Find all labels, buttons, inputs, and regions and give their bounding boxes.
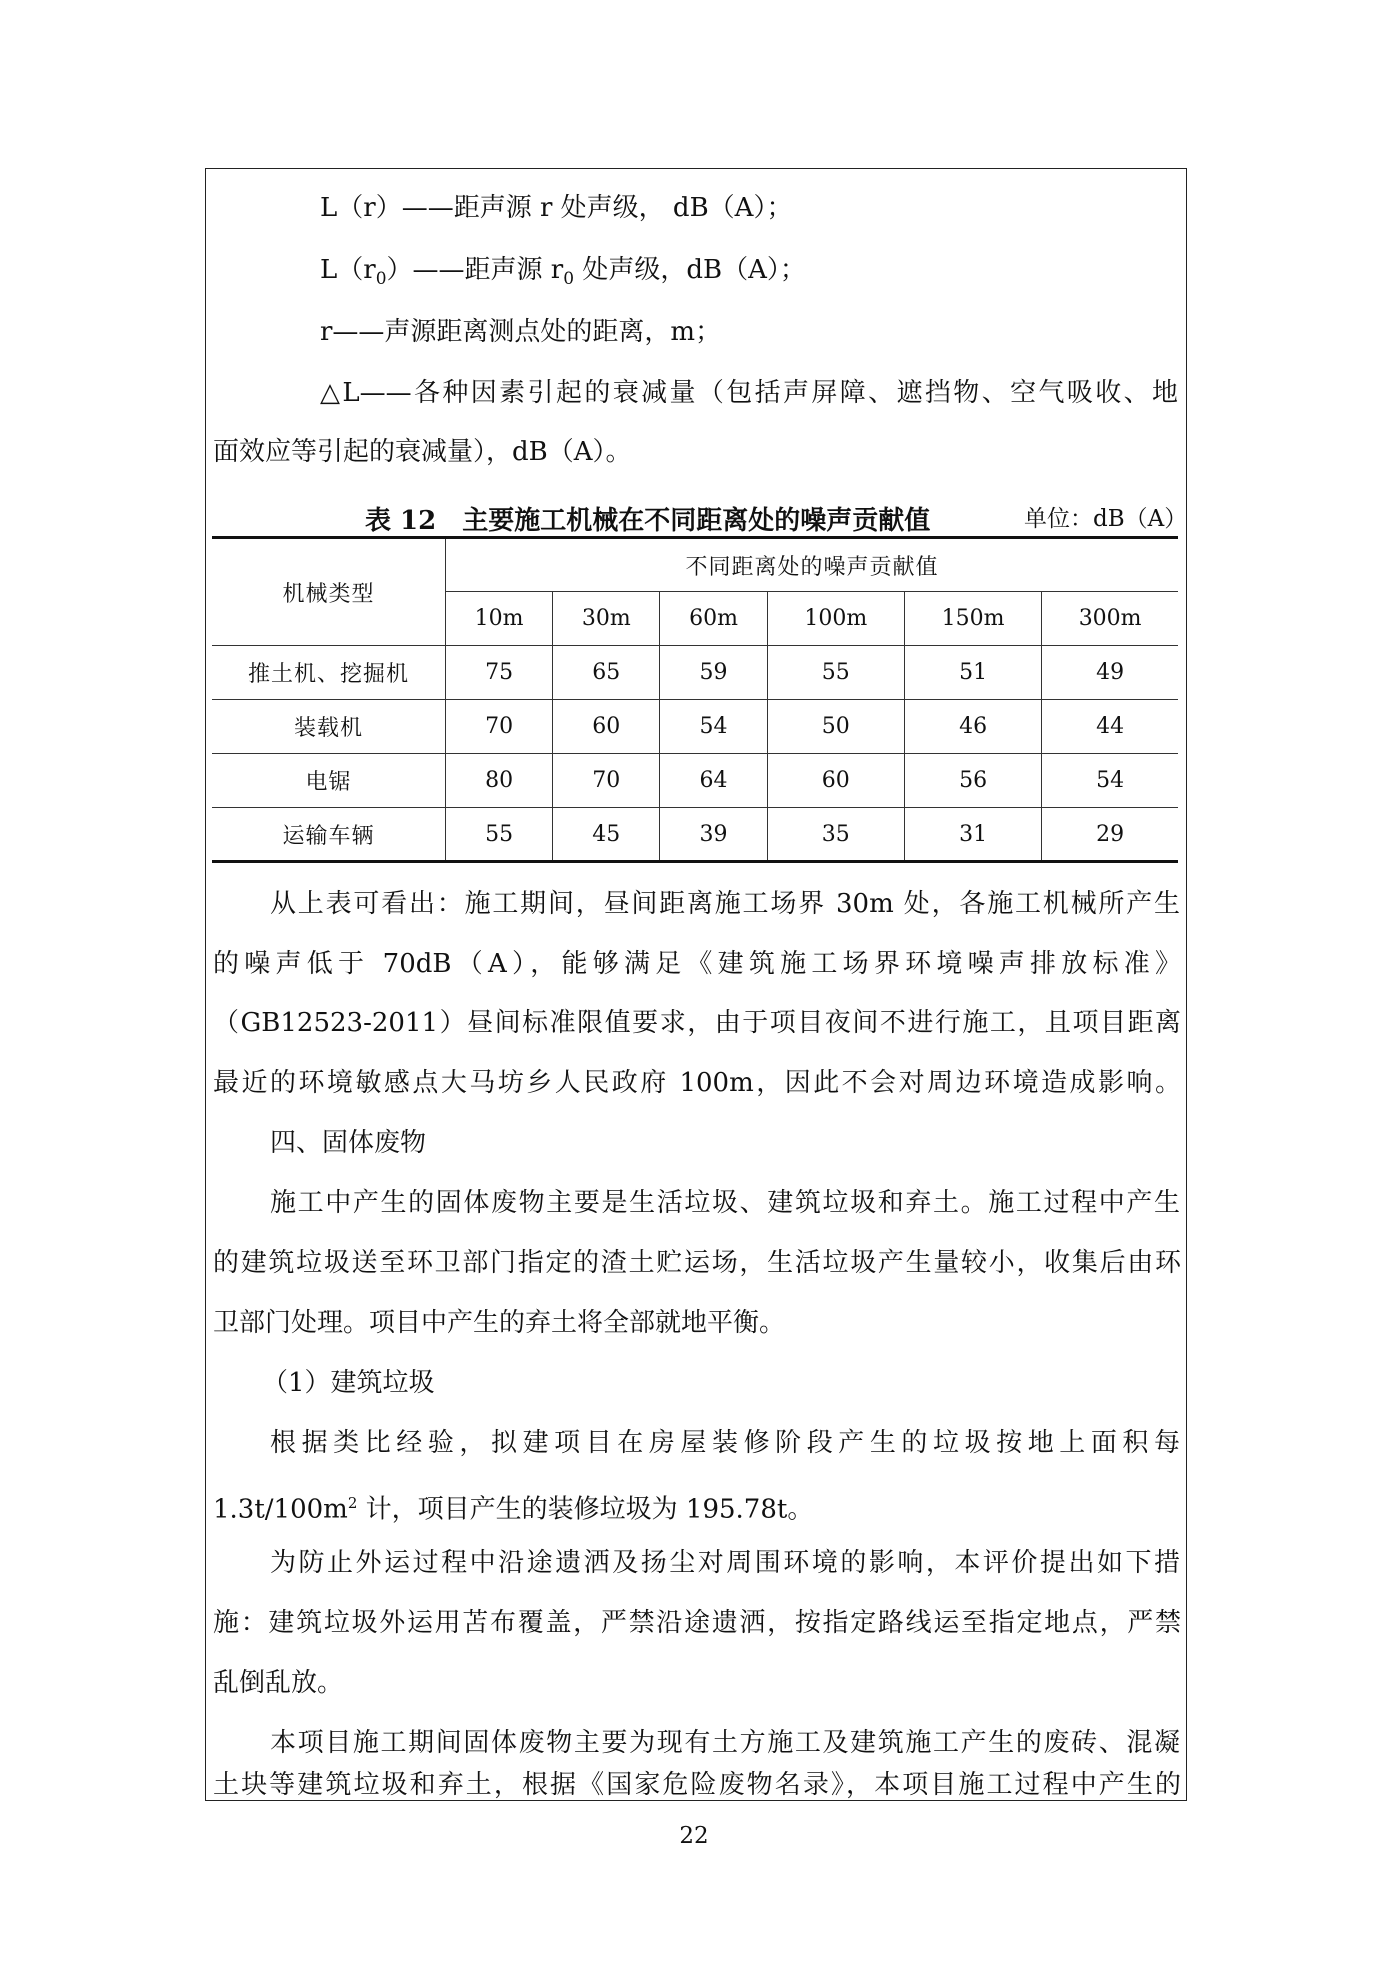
cell-value: 44 bbox=[1042, 700, 1178, 754]
cell-value: 60 bbox=[553, 700, 660, 754]
cell-value: 31 bbox=[904, 808, 1041, 862]
cell-value: 35 bbox=[767, 808, 904, 862]
table-row bbox=[212, 808, 1178, 862]
col-header-type: 机械类型 bbox=[212, 538, 446, 646]
cell-value: 29 bbox=[1042, 808, 1178, 862]
subheading-construction-waste: （1）建筑垃圾 bbox=[262, 1368, 435, 1398]
cell-value: 55 bbox=[446, 808, 553, 862]
cell-value: 49 bbox=[1042, 646, 1178, 700]
row-name: 推土机、挖掘机 bbox=[212, 646, 446, 700]
cell-value: 39 bbox=[660, 808, 767, 862]
cell-value: 60 bbox=[767, 754, 904, 808]
cell-value: 50 bbox=[767, 700, 904, 754]
cell-value: 75 bbox=[446, 646, 553, 700]
para1-line1: 从上表可看出：施工期间，昼间距离施工场界 30m 处，各施工机械所产生 bbox=[270, 889, 1180, 919]
para2-line1: 施工中产生的固体废物主要是生活垃圾、建筑垃圾和弃土。施工过程中产生 bbox=[270, 1188, 1180, 1218]
cell-value: 51 bbox=[904, 646, 1041, 700]
cell-value: 56 bbox=[904, 754, 1041, 808]
def-l-r0: $L(r_0)——$距声源 $r_0$ 处声级，dB（A）； bbox=[320, 255, 806, 290]
para5-line2: 土块等建筑垃圾和弃土，根据《国家危险废物名录》，本项目施工过程中产生的 bbox=[213, 1770, 1181, 1800]
col-header-distance: 10m bbox=[446, 592, 553, 646]
cell-value: 54 bbox=[660, 700, 767, 754]
row-name: 电锯 bbox=[212, 754, 446, 808]
row-name: 装载机 bbox=[212, 700, 446, 754]
def-delta-line1: △L——各种因素引起的衰减量（包括声屏障、遮挡物、空气吸收、地 bbox=[320, 378, 1178, 408]
noise-table bbox=[212, 536, 1178, 863]
col-header-distance: 30m bbox=[553, 592, 660, 646]
cell-value: 45 bbox=[553, 808, 660, 862]
def-l-r: L（r）——距声源 r 处声级， dB（A）； bbox=[320, 193, 793, 223]
para1-line3: （GB12523-2011）昼间标准限值要求，由于项目夜间不进行施工，且项目距离 bbox=[213, 1008, 1181, 1038]
para1-line2: 的噪声低于 70dB（A），能够满足《建筑施工场界环境噪声排放标准》 bbox=[213, 949, 1181, 979]
col-header-distance: 150m bbox=[904, 592, 1041, 646]
table-row bbox=[212, 700, 1178, 754]
col-header-group: 不同距离处的噪声贡献值 bbox=[446, 538, 1179, 592]
para4-line1: 为防止外运过程中沿途遗洒及扬尘对周围环境的影响，本评价提出如下措 bbox=[270, 1548, 1180, 1578]
col-header-distance: 100m bbox=[767, 592, 904, 646]
table-row bbox=[212, 646, 1178, 700]
cell-value: 64 bbox=[660, 754, 767, 808]
para2-line2: 的建筑垃圾送至环卫部门指定的渣土贮运场，生活垃圾产生量较小，收集后由环 bbox=[213, 1248, 1181, 1278]
cell-value: 65 bbox=[553, 646, 660, 700]
row-name: 运输车辆 bbox=[212, 808, 446, 862]
para5-line1: 本项目施工期间固体废物主要为现有土方施工及建筑施工产生的废砖、混凝 bbox=[270, 1728, 1180, 1758]
para3-line2: $1.3t/100m^2$ 计，项目产生的装修垃圾为 195.78t。 bbox=[213, 1494, 814, 1525]
cell-value: 80 bbox=[446, 754, 553, 808]
page-number: 22 bbox=[679, 1823, 709, 1849]
para4-line2: 施：建筑垃圾外运用苫布覆盖，严禁沿途遗洒，按指定路线运至指定地点，严禁 bbox=[213, 1608, 1181, 1638]
cell-value: 54 bbox=[1042, 754, 1178, 808]
col-header-distance: 300m bbox=[1042, 592, 1178, 646]
cell-value: 70 bbox=[446, 700, 553, 754]
para4-line3: 乱倒乱放。 bbox=[213, 1668, 344, 1698]
cell-value: 55 bbox=[767, 646, 904, 700]
cell-value: 70 bbox=[553, 754, 660, 808]
table-row bbox=[212, 754, 1178, 808]
def-delta-line2: 面效应等引起的衰减量），dB（A）。 bbox=[213, 437, 632, 467]
def-r: r——声源距离测点处的距离，m； bbox=[320, 317, 722, 347]
cell-value: 46 bbox=[904, 700, 1041, 754]
section-heading-solid-waste: 四、固体废物 bbox=[270, 1128, 427, 1158]
table-unit: 单位：dB（A） bbox=[1024, 506, 1188, 532]
col-header-distance: 60m bbox=[660, 592, 767, 646]
cell-value: 59 bbox=[660, 646, 767, 700]
table-caption: 表 12 主要施工机械在不同距离处的噪声贡献值 bbox=[365, 506, 931, 536]
para1-line4: 最近的环境敏感点大马坊乡人民政府 100m，因此不会对周边环境造成影响。 bbox=[213, 1068, 1181, 1098]
para3-line1: 根据类比经验，拟建项目在房屋装修阶段产生的垃圾按地上面积每 bbox=[270, 1428, 1180, 1458]
para2-line3: 卫部门处理。项目中产生的弃土将全部就地平衡。 bbox=[213, 1308, 786, 1338]
